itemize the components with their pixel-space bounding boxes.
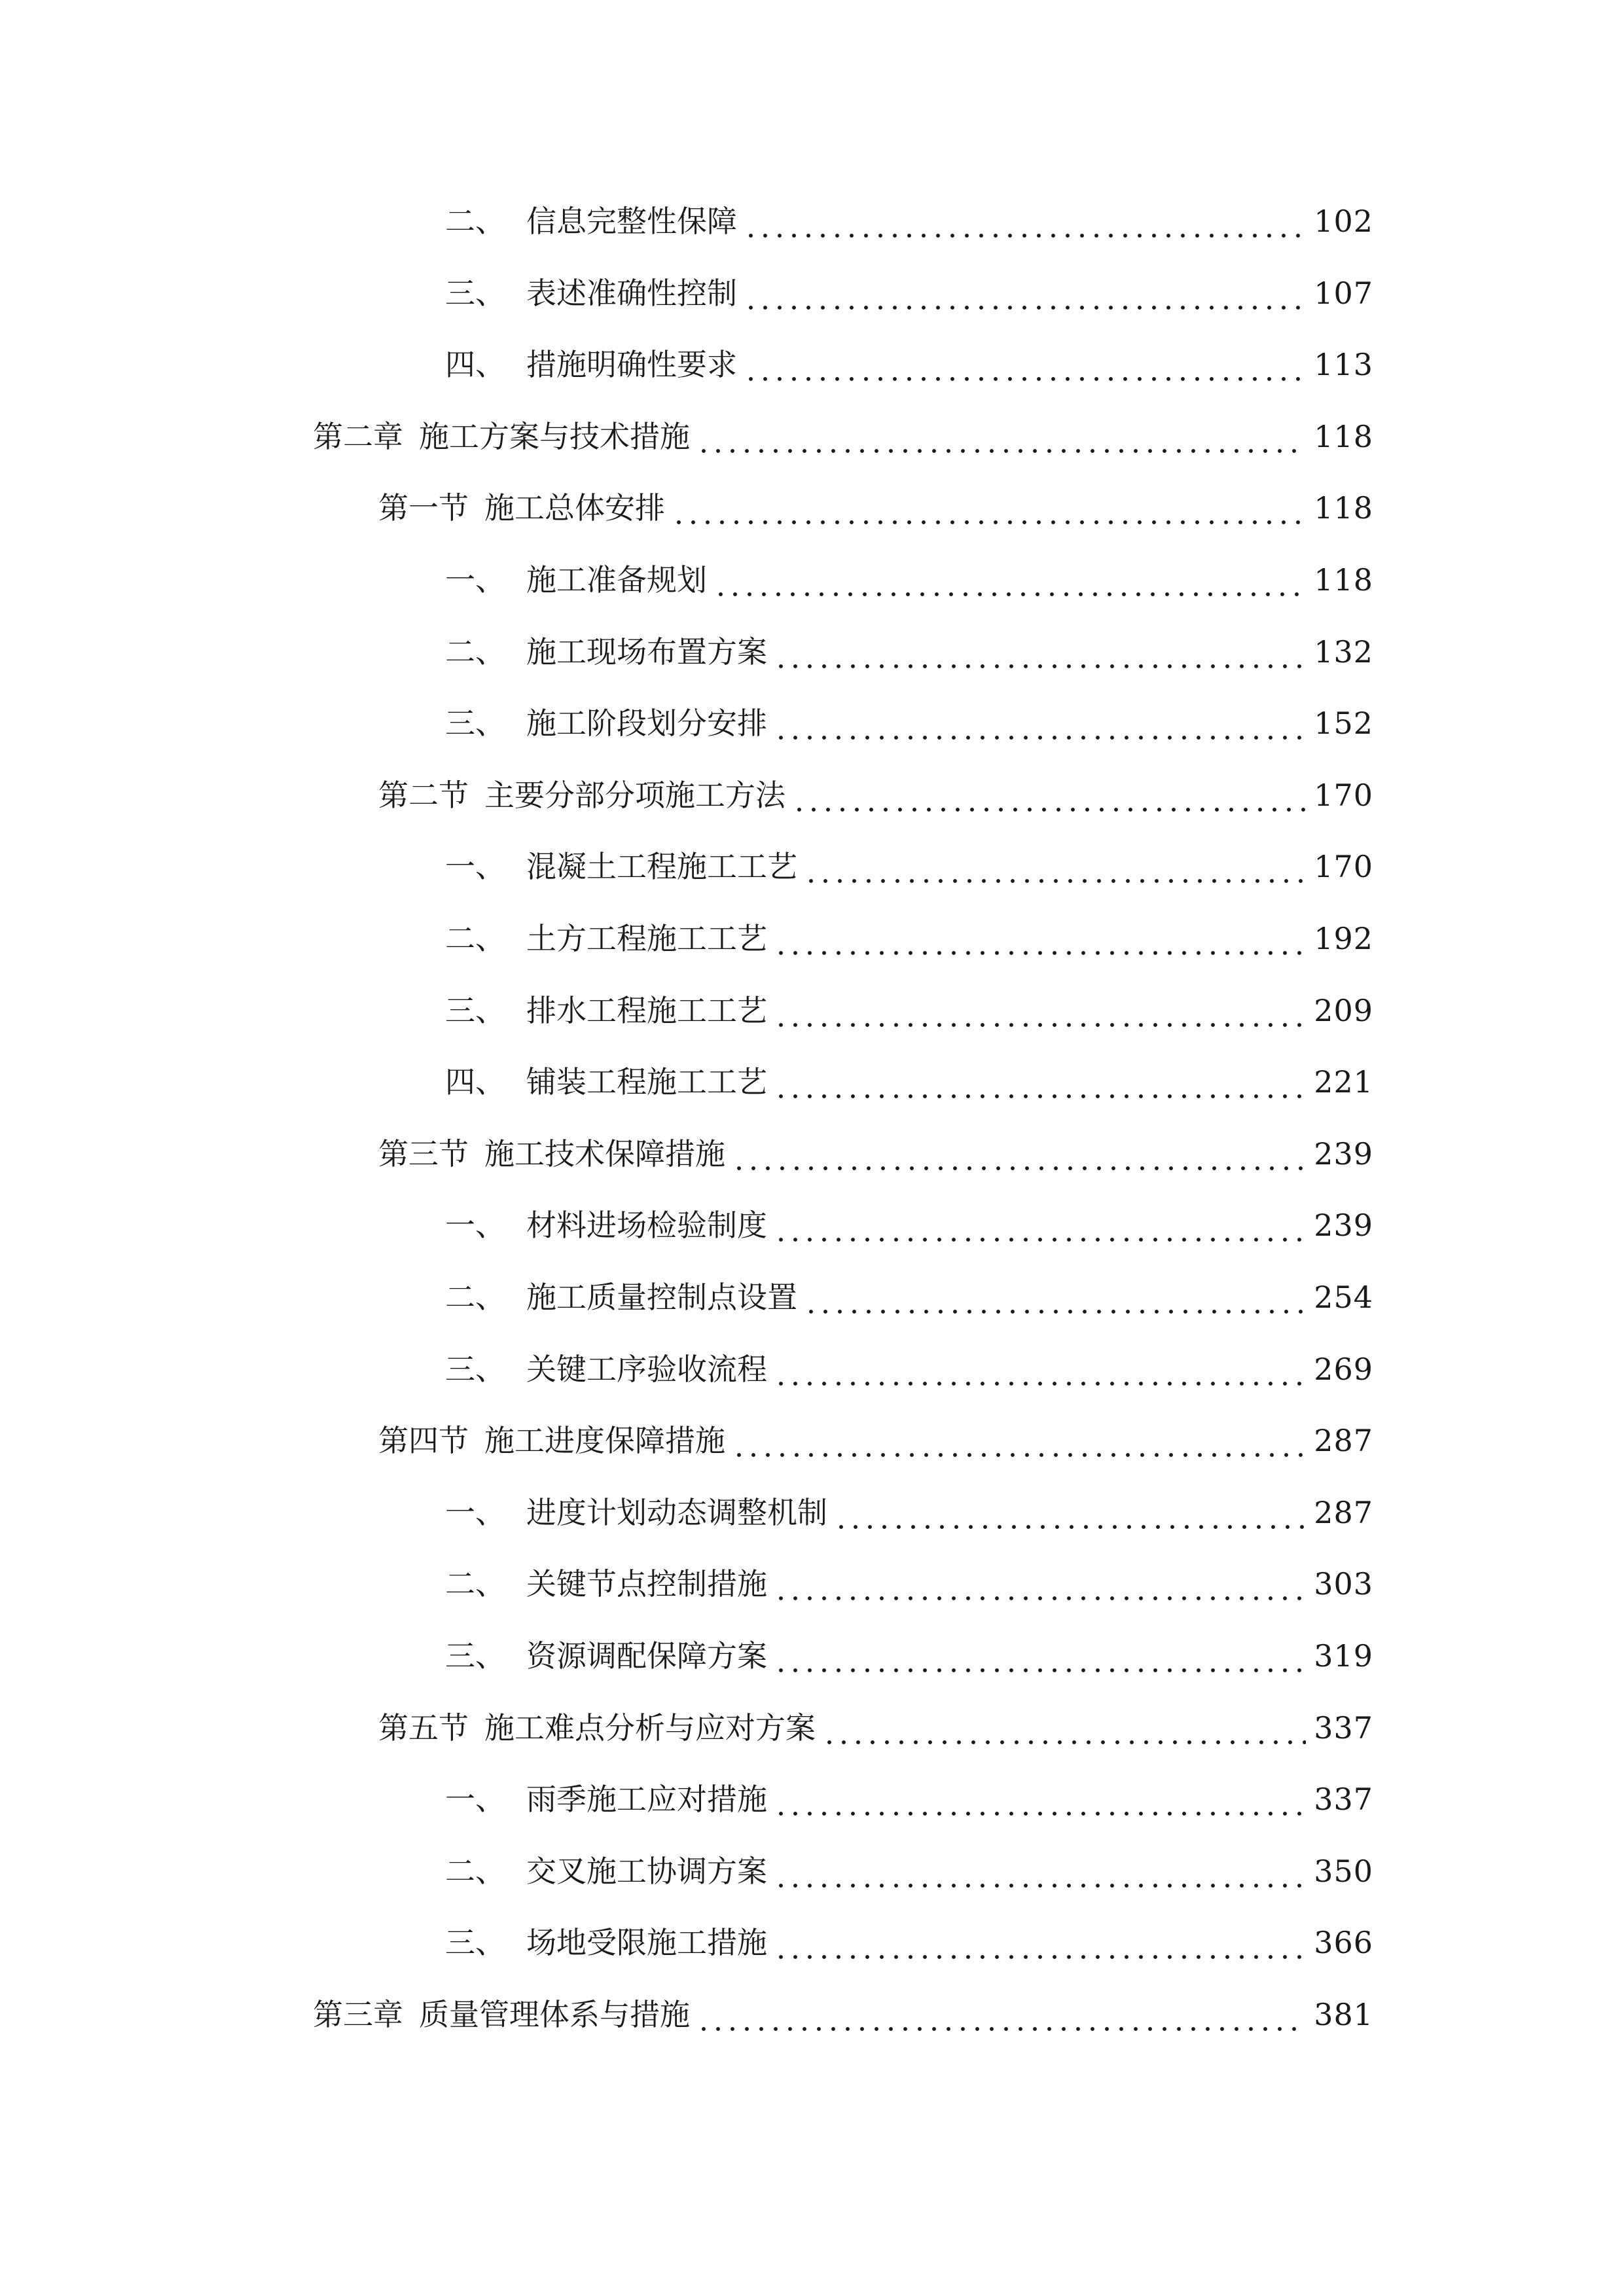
toc-entry-page-number: 132 [1314,634,1373,670]
toc-entry-page-number: 239 [1314,1136,1373,1172]
dot-leader [774,991,1306,1030]
toc-entry-title: 措施明确性要求 [526,347,737,382]
dot-leader [696,1995,1306,2034]
dot-leader [774,1852,1306,1891]
toc-entry[interactable] [445,1271,1373,1317]
toc-entry[interactable] [445,840,1373,886]
toc-entry-number: 一、 [445,849,505,884]
dot-leader [732,1134,1306,1174]
toc-entry-title: 施工准备规划 [526,562,707,598]
toc-entry-number: 第二节 [378,778,469,813]
dot-leader [744,274,1306,313]
toc-entry-page-number: 209 [1314,993,1373,1028]
toc-entry-number: 一、 [445,1208,505,1243]
toc-entry[interactable] [445,1630,1373,1676]
toc-entry-number: 二、 [445,204,505,239]
toc-entry-title: 施工现场布置方案 [526,634,767,670]
toc-entry-number: 第三节 [378,1136,469,1172]
toc-entry-title: 施工阶段划分安排 [526,706,767,741]
dot-leader [774,1923,1306,1962]
toc-entry-page-number: 337 [1314,1782,1373,1817]
toc-entry[interactable] [445,626,1373,672]
dot-leader [834,1493,1306,1532]
toc-entry[interactable] [378,1414,1373,1460]
toc-entry[interactable] [445,1845,1373,1891]
toc-entry[interactable] [445,1056,1373,1102]
toc-entry-number: 二、 [445,634,505,670]
toc-entry[interactable] [378,1702,1373,1748]
toc-entry-page-number: 239 [1314,1208,1373,1243]
toc-entry[interactable] [313,1988,1373,2034]
toc-entry-number: 第一节 [378,490,469,526]
toc-entry-title: 雨季施工应对措施 [526,1782,767,1817]
toc-entry-page-number: 254 [1314,1280,1373,1315]
dot-leader [774,1350,1306,1389]
dot-leader [774,704,1306,743]
toc-entry-page-number: 152 [1314,706,1373,741]
toc-entry-page-number: 287 [1314,1495,1373,1530]
toc-entry-title: 土方工程施工工艺 [526,921,767,956]
dot-leader [774,1564,1306,1604]
toc-entry-page-number: 381 [1314,1997,1373,2032]
toc-entry-number: 二、 [445,1566,505,1602]
toc-entry-page-number: 337 [1314,1710,1373,1746]
toc-entry-page-number: 221 [1314,1064,1373,1100]
dot-leader [804,1278,1306,1317]
toc-entry[interactable] [445,912,1373,958]
dot-leader [792,776,1306,815]
toc-entry-title: 交叉施工协调方案 [526,1854,767,1889]
toc-entry-number: 三、 [445,1638,505,1674]
toc-entry[interactable] [445,195,1373,241]
toc-entry-title: 铺装工程施工工艺 [526,1064,767,1100]
toc-entry[interactable] [445,1486,1373,1532]
toc-entry[interactable] [445,267,1373,313]
toc-entry-number: 一、 [445,1495,505,1530]
toc-entry-number: 四、 [445,1064,505,1100]
toc-entry[interactable] [445,1343,1373,1389]
toc-entry-page-number: 107 [1314,276,1373,311]
toc-entry-number: 三、 [445,276,505,311]
toc-entry-page-number: 350 [1314,1854,1373,1889]
toc-entry-page-number: 170 [1314,778,1373,813]
toc-entry-number: 三、 [445,706,505,741]
toc-entry-page-number: 170 [1314,849,1373,884]
toc-entry-number: 三、 [445,993,505,1028]
toc-entry-number: 第三章 [313,1997,403,2032]
toc-entry-number: 第五节 [378,1710,469,1746]
toc-entry-page-number: 269 [1314,1352,1373,1387]
toc-entry-page-number: 319 [1314,1638,1373,1674]
toc-entry[interactable] [445,984,1373,1030]
toc-entry-title: 进度计划动态调整机制 [526,1495,827,1530]
toc-entry-page-number: 102 [1314,204,1373,239]
toc-entry-title: 排水工程施工工艺 [526,993,767,1028]
toc-entry[interactable] [445,1558,1373,1604]
toc-entry-page-number: 366 [1314,1925,1373,1960]
dot-leader [696,417,1306,456]
toc-entry-number: 三、 [445,1352,505,1387]
toc-entry[interactable] [378,482,1373,528]
toc-entry-title: 场地受限施工措施 [526,1925,767,1960]
toc-entry-title: 施工难点分析与应对方案 [484,1710,816,1746]
toc-entry-title: 施工总体安排 [484,490,665,526]
dot-leader [822,1708,1306,1748]
toc-entry-number: 三、 [445,1925,505,1960]
toc-entry-number: 一、 [445,1782,505,1817]
toc-entry[interactable] [445,1916,1373,1962]
toc-entry-title: 表述准确性控制 [526,276,737,311]
toc-entry-title: 资源调配保障方案 [526,1638,767,1674]
toc-entry[interactable] [378,769,1373,815]
toc-entry-title: 主要分部分项施工方法 [484,778,785,813]
dot-leader [713,560,1306,600]
toc-entry-title: 材料进场检验制度 [526,1208,767,1243]
toc-entry[interactable] [378,1128,1373,1174]
dot-leader [774,632,1306,672]
dot-leader [774,1780,1306,1819]
toc-entry-title: 混凝土工程施工工艺 [526,849,797,884]
toc-entry-number: 二、 [445,1280,505,1315]
toc-entry-title: 关键节点控制措施 [526,1566,767,1602]
toc-entry[interactable] [445,697,1373,743]
dot-leader [774,1636,1306,1676]
dot-leader [774,1206,1306,1245]
toc-entry-title: 施工质量控制点设置 [526,1280,797,1315]
toc-entry-number: 一、 [445,562,505,598]
toc-entry-title: 关键工序验收流程 [526,1352,767,1387]
toc-entry[interactable] [445,554,1373,600]
toc-entry-number: 第二章 [313,419,403,454]
toc-entry-page-number: 113 [1314,347,1373,382]
toc-entry-page-number: 118 [1314,419,1373,454]
toc-entry-title: 施工进度保障措施 [484,1423,725,1458]
toc-entry-number: 二、 [445,1854,505,1889]
toc-entry-page-number: 192 [1314,921,1373,956]
dot-leader [804,847,1306,886]
dot-leader [672,488,1306,528]
toc-entry-title: 施工技术保障措施 [484,1136,725,1172]
dot-leader [774,1062,1306,1102]
toc-entry-number: 第四节 [378,1423,469,1458]
toc-entry[interactable] [313,410,1373,456]
dot-leader [744,202,1306,241]
toc-entry-page-number: 287 [1314,1423,1373,1458]
toc-entry-title: 施工方案与技术措施 [419,419,690,454]
toc-entry-page-number: 303 [1314,1566,1373,1602]
toc-entry[interactable] [445,1199,1373,1245]
toc-entry-number: 二、 [445,921,505,956]
dot-leader [732,1421,1306,1460]
toc-entry-page-number: 118 [1314,490,1373,526]
toc-entry-page-number: 118 [1314,562,1373,598]
toc-entry-number: 四、 [445,347,505,382]
toc-entry[interactable] [445,1773,1373,1819]
toc-entry-title: 信息完整性保障 [526,204,737,239]
toc-entry[interactable] [445,338,1373,384]
toc-entry-title: 质量管理体系与措施 [419,1997,690,2032]
dot-leader [774,919,1306,958]
dot-leader [744,345,1306,384]
